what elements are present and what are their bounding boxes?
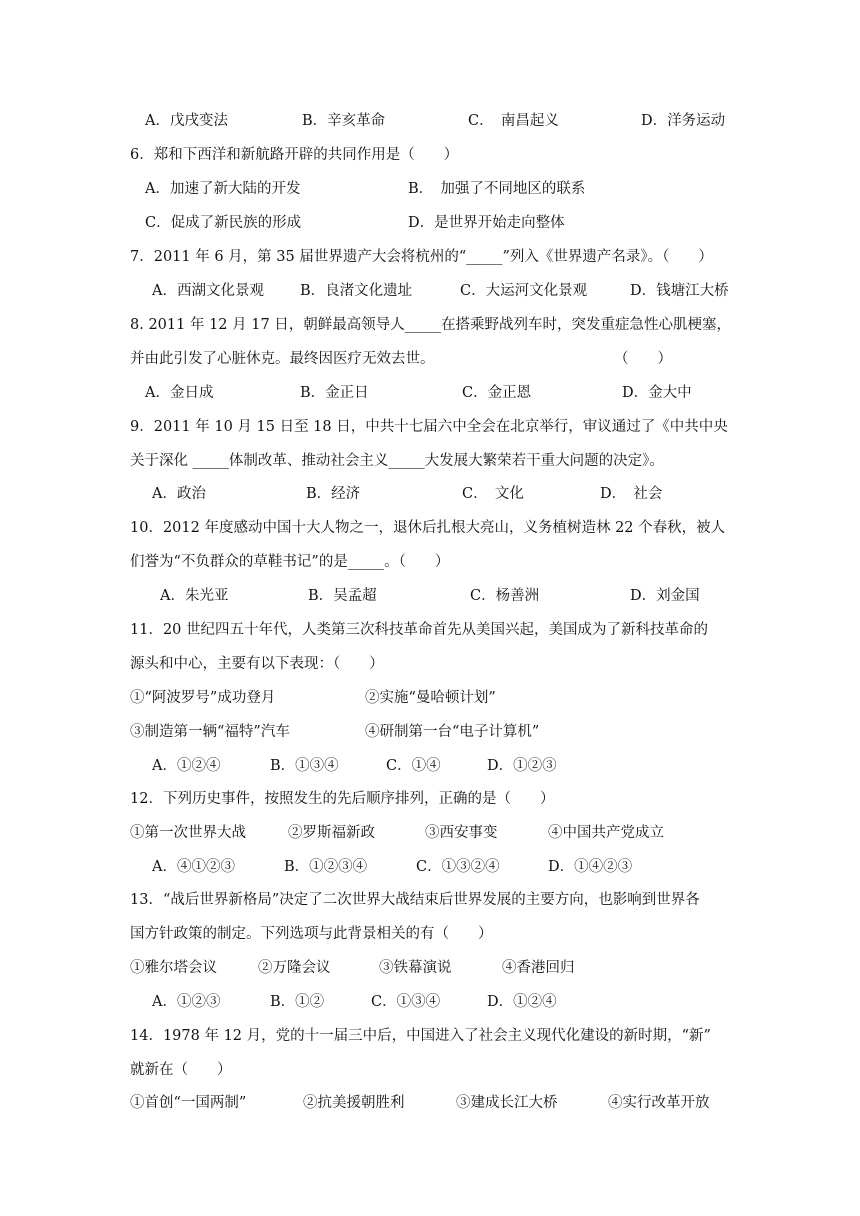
q12-stem: 12．下列历史事件，按照发生的先后顺序排列，正确的是（ ） [130, 791, 555, 807]
q6-option-a: A．加速了新大陆的开发 [145, 181, 301, 197]
q14-item-4: ④实行改革开放 [608, 1095, 710, 1111]
q13-option-c: C．①③④ [371, 994, 441, 1010]
q11-stem-line-2: 源头和中心，主要有以下表现：（ ） [130, 656, 384, 672]
q9-stem-line-1: 9．2011 年 10 月 15 日至 18 日，中共十七届六中全会在北京举行，审议通过了《中共中央 [130, 419, 728, 435]
q8-option-a: A．金日成 [145, 385, 214, 401]
q11-option-a: A．①②④ [152, 758, 221, 774]
q10-option-b: B．吴孟超 [308, 588, 377, 604]
q12-option-d: D．①④②③ [548, 859, 633, 875]
q6-option-b: B． 加强了不同地区的联系 [408, 181, 586, 197]
q12-option-a: A．④①②③ [152, 859, 235, 875]
q9-option-a: A．政治 [152, 486, 206, 502]
q13-option-b: B．①② [270, 994, 325, 1010]
q13-item-4: ④香港回归 [502, 960, 575, 976]
q6-option-c: C．促成了新民族的形成 [145, 215, 302, 231]
q8-option-b: B．金正日 [300, 385, 369, 401]
q5-option-b: B．辛亥革命 [302, 113, 386, 129]
q5-option-c: C． 南昌起义 [468, 113, 559, 129]
q12-item-4: ④中国共产党成立 [548, 825, 664, 841]
q12-item-3: ③西安事变 [425, 825, 498, 841]
q9-stem-line-2: 关于深化 _____体制改革、推动社会主义_____大发展大繁荣若干重大问题的决定》。 [130, 453, 664, 469]
q8-answer-paren: （ ） [614, 351, 672, 367]
q13-option-a: A．①②③ [152, 994, 221, 1010]
q7-option-a: A．西湖文化景观 [152, 283, 264, 299]
q13-stem-line-2: 国方针政策的制定。下列选项与此背景相关的有（ ） [130, 926, 493, 942]
q10-option-a: A．朱光亚 [160, 588, 229, 604]
q13-item-3: ③铁幕演说 [379, 960, 452, 976]
q12-option-b: B．①②③④ [284, 859, 368, 875]
q12-item-1: ①第一次世界大战 [130, 825, 246, 841]
q11-item-3: ③制造第一辆“福特”汽车 [130, 724, 290, 740]
q11-item-2: ②实施“曼哈顿计划” [365, 690, 496, 706]
q8-option-d: D．金大中 [622, 385, 692, 401]
q14-item-3: ③建成长江大桥 [456, 1095, 558, 1111]
q11-stem-line-1: 11．20 世纪四五十年代，人类第三次科技革命首先从美国兴起，美国成为了新科技革命的 [130, 622, 709, 638]
q11-option-d: D．①②③ [487, 758, 557, 774]
q8-stem-line-2: 并由此引发了心脏休克。最终因医疗无效去世。 [130, 351, 435, 367]
q7-option-d: D．钱塘江大桥 [630, 283, 729, 299]
q9-option-d: D． 社会 [600, 486, 663, 502]
q13-stem-line-1: 13．“战后世界新格局”决定了二次世界大战结束后世界发展的主要方向，也影响到世界各 [130, 892, 700, 908]
q10-option-d: D．刘金国 [630, 588, 700, 604]
q8-stem-line-1: 8. 2011 年 12 月 17 日，朝鲜最高领导人_____在搭乘野战列车时，突发重症急性心肌梗塞， [130, 317, 732, 333]
q11-item-1: ①“阿波罗号”成功登月 [130, 690, 276, 706]
q12-option-c: C．①③②④ [416, 859, 500, 875]
q10-option-c: C．杨善洲 [470, 588, 540, 604]
q11-item-4: ④研制第一台“电子计算机” [365, 724, 540, 740]
q7-stem: 7．2011 年 6 月，第 35 届世界遗产大会将杭州的“_____”列入《世界遗产名录》。（ ） [130, 249, 713, 265]
q14-stem-line-1: 14．1978 年 12 月，党的十一届三中后，中国进入了社会主义现代化建设的新时期，“新” [130, 1028, 711, 1044]
q11-option-c: C．①④ [386, 758, 441, 774]
q13-item-1: ①雅尔塔会议 [130, 960, 217, 976]
q6-option-d: D．是世界开始走向整体 [408, 215, 565, 231]
q12-item-2: ②罗斯福新政 [288, 825, 375, 841]
q7-option-c: C．大运河文化景观 [460, 283, 588, 299]
q14-item-2: ②抗美援朝胜利 [303, 1095, 405, 1111]
q8-option-c: C．金正恩 [462, 385, 532, 401]
q6-stem: 6．郑和下西洋和新航路开辟的共同作用是（ ） [130, 147, 459, 163]
q11-option-b: B．①③④ [270, 758, 339, 774]
q5-option-d: D．洋务运动 [641, 113, 726, 129]
q7-option-b: B．良渚文化遗址 [300, 283, 413, 299]
q9-option-c: C． 文化 [462, 486, 524, 502]
q13-option-d: D．①②④ [487, 994, 557, 1010]
q14-item-1: ①首创“一国两制” [130, 1095, 247, 1111]
q10-stem-line-1: 10．2012 年度感动中国十大人物之一，退休后扎根大亮山，义务植树造林 22 个春秋，被人 [130, 520, 726, 536]
q14-stem-line-2: 就新在（ ） [130, 1062, 232, 1078]
q10-stem-line-2: 们誉为“不负群众的草鞋书记”的是_____。（ ） [130, 554, 450, 570]
q9-option-b: B．经济 [306, 486, 361, 502]
q13-item-2: ②万隆会议 [258, 960, 331, 976]
q5-option-a: A．戊戌变法 [145, 113, 228, 129]
